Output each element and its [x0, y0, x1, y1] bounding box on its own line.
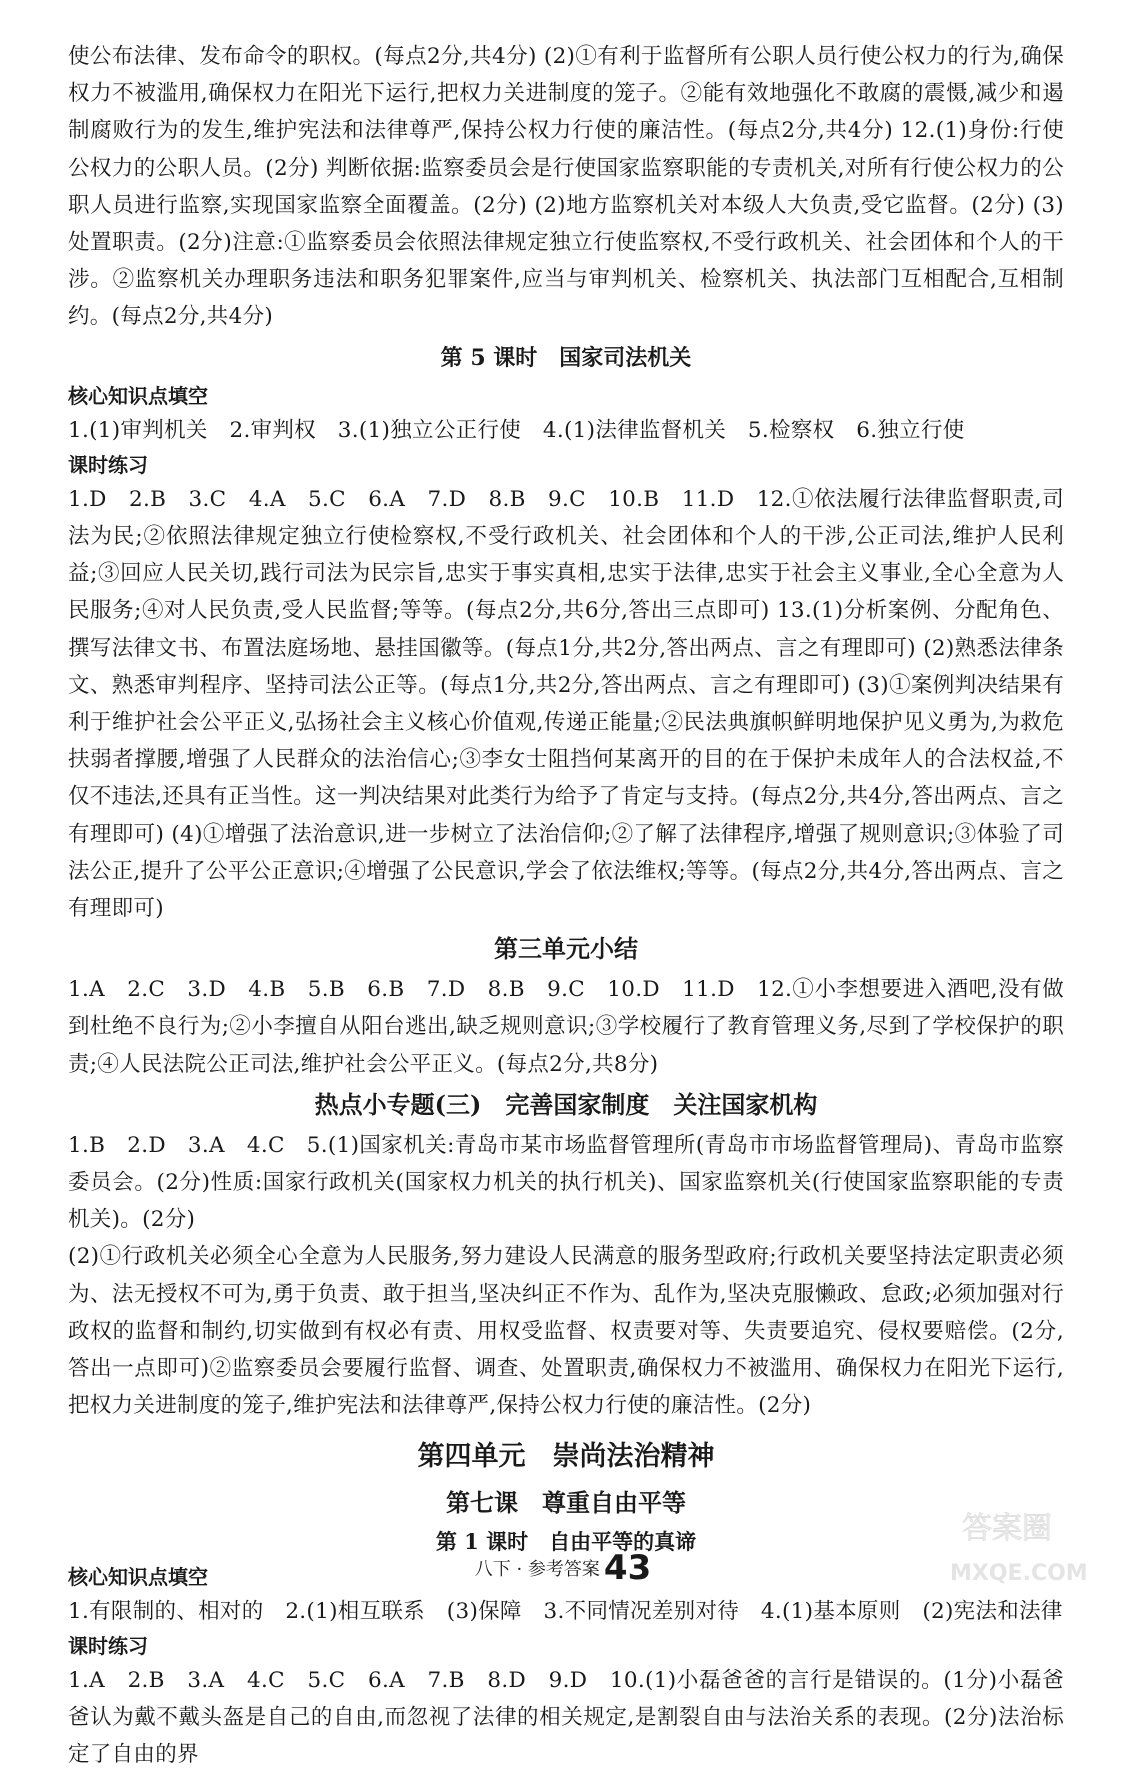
lesson5-practice-label: 课时练习 — [68, 452, 148, 477]
unit4-core-label: 核心知识点填空 — [68, 1564, 208, 1589]
unit4-practice-answers: 1.A 2.B 3.A 4.C 5.C 6.A 7.B 8.D 9.D 10.(1)小磊爸爸的言行是错误的。(1分)小磊爸爸认为戴不戴头盔是自己的自由,而忽视了法律的相关规定,是割裂自由与法治关系的表现。(2分)法治标定了自由的界 — [68, 1667, 1064, 1768]
watermark-site-text: MXQE.COM — [950, 1561, 1088, 1586]
unit3-summary-title: 第三单元小结 — [494, 934, 638, 964]
lesson7-title: 第七课 尊重自由平等 — [446, 1487, 686, 1517]
lesson5-core-answers: 1.(1)审判机关 2.审判权 3.(1)独立公正行使 4.(1)法律监督机关 5.检察权 6.独立行使 — [68, 417, 965, 443]
lesson5-practice-answers: 1.D 2.B 3.C 4.A 5.C 6.A 7.D 8.B 9.C 10.B 11.D 12.①依法履行法律监督职责,司法为民;②依照法律规定独立行使检察权,不受行政机关、社会团体和个人的干涉,公正司法,维护人民利益;③回应人民关切,践行司法为民宗旨,忠实于事实真相,忠实于法律,忠实于社会主义事业,全心全意为人民服务;④对人民负责,受人民监督;等等。(每点2分,共6分,答出三点即可) 13.(1)分析案例、分配角色、撰写法律文书、布置法庭场地、悬挂国徽等。(每点1分,共2分,答出两点、言之有理即可) (2)熟悉法律条文、熟悉审判程序、坚持司法公正等。(每点1分,共2分,答出两点、言之有理即可) (3)①案例判决结果有利于维护社会公平正义,弘扬社会主义核心价值观,传递正能量;②民法典旗帜鲜明地保护见义勇为,为救危扶弱者撑腰,增强了人民群众的法治信心;③李女士阻挡何某离开的目的在于保护未成年人的合法权益,不仅不违法,还具有正当性。这一判决结果对此类行为给予了肯定与支持。(每点2分,共4分,答出两点、言之有理即可) (4)①增强了法治意识,进一步树立了法治信仰;②了解了法律程序,增强了规则意识;③体验了司法公正,提升了公平公正意识;④增强了公民意识,学会了依法维权;等等。(每点2分,共4分,答出两点、言之有理即可) — [68, 486, 1064, 922]
hot-topic-title: 热点小专题(三) 完善国家制度 关注国家机构 — [314, 1089, 818, 1119]
intro-paragraph: 使公布法律、发布命令的职权。(每点2分,共4分) (2)①有利于监督所有公职人员行使公权力的行为,确保权力不被滥用,确保权力在阳光下运行,把权力关进制度的笼子。②能有效地强化不敢腐的震慑,减少和遏制腐败行为的发生,维护宪法和法律尊严,保持公权力行使的廉洁性。(每点2分,共4分) 12.(1)身份:行使公权力的公职人员。(2分) 判断依据:监察委员会是行使国家监察职能的专责机关,对所有行使公权力的公职人员进行监察,实现国家监察全面覆盖。(2分) (2)地方监察机关对本级人大负责,受它监督。(2分) (3)处置职责。(2分)注意:①监察委员会依照法律规定独立行使监察权,不受行政机关、社会团体和个人的干涉。②监察机关办理职务违法和职务犯罪案件,应当与审判机关、检察机关、执法部门互相配合,互相制约。(每点2分,共4分) — [68, 44, 1064, 330]
unit4-practice-label: 课时练习 — [68, 1633, 148, 1658]
hot-topic-answers-part2: (2)①行政机关必须全心全意为人民服务,努力建设人民满意的服务型政府;行政机关要坚持法定职责必须为、法无授权不可为,勇于负责、敢于担当,坚决纠正不作为、乱作为,坚决克服懒政、怠政;必须加强对行政权的监督和制约,切实做到有权必有责、用权受监督、权责要对等、失责要追究、侵权要赔偿。(2分,答出一点即可)②监察委员会要履行监督、调查、处置职责,确保权力不被滥用、确保权力在阳光下运行,把权力关进制度的笼子,维护宪法和法律尊严,保持公权力行使的廉洁性。(2分) — [68, 1244, 1064, 1419]
answer-page — [68, 38, 1064, 1773]
unit4-title: 第四单元 崇尚法治精神 — [417, 1440, 715, 1472]
unit3-summary-answers: 1.A 2.C 3.D 4.B 5.B 6.B 7.D 8.B 9.C 10.D 11.D 12.①小李想要进入酒吧,没有做到杜绝不良行为;②小李擅自从阳台逃出,缺乏规则意识;③学校履行了教育管理义务,尽到了学校保护的职责;④人民法院公正司法,维护社会公平正义。(每点2分,共8分) — [68, 977, 1064, 1077]
period1-title: 第 1 课时 自由平等的真谛 — [435, 1528, 697, 1554]
lesson5-core-label: 核心知识点填空 — [68, 383, 208, 408]
footer-label: 八下 · 参考答案 — [474, 1559, 600, 1580]
page-number: 43 — [603, 1548, 652, 1588]
watermark-logo-text: 答案圈 — [962, 1511, 1052, 1546]
hot-topic-answers-part1: 1.B 2.D 3.A 4.C 5.(1)国家机关:青岛市某市场监督管理所(青岛市市场监督管理局)、青岛市监察委员会。(2分)性质:国家行政机关(国家权力机关的执行机关)、国家监察机关(行使国家监察职能的专责机关)。(2分) — [68, 1132, 1064, 1233]
lesson5-title: 第 5 课时 国家司法机关 — [440, 344, 692, 371]
watermark-logo — [942, 1500, 1112, 1590]
unit4-core-answers: 1.有限制的、相对的 2.(1)相互联系 (3)保障 3.不同情况差别对待 4.(1)基本原则 (2)宪法和法律 — [68, 1598, 1063, 1624]
